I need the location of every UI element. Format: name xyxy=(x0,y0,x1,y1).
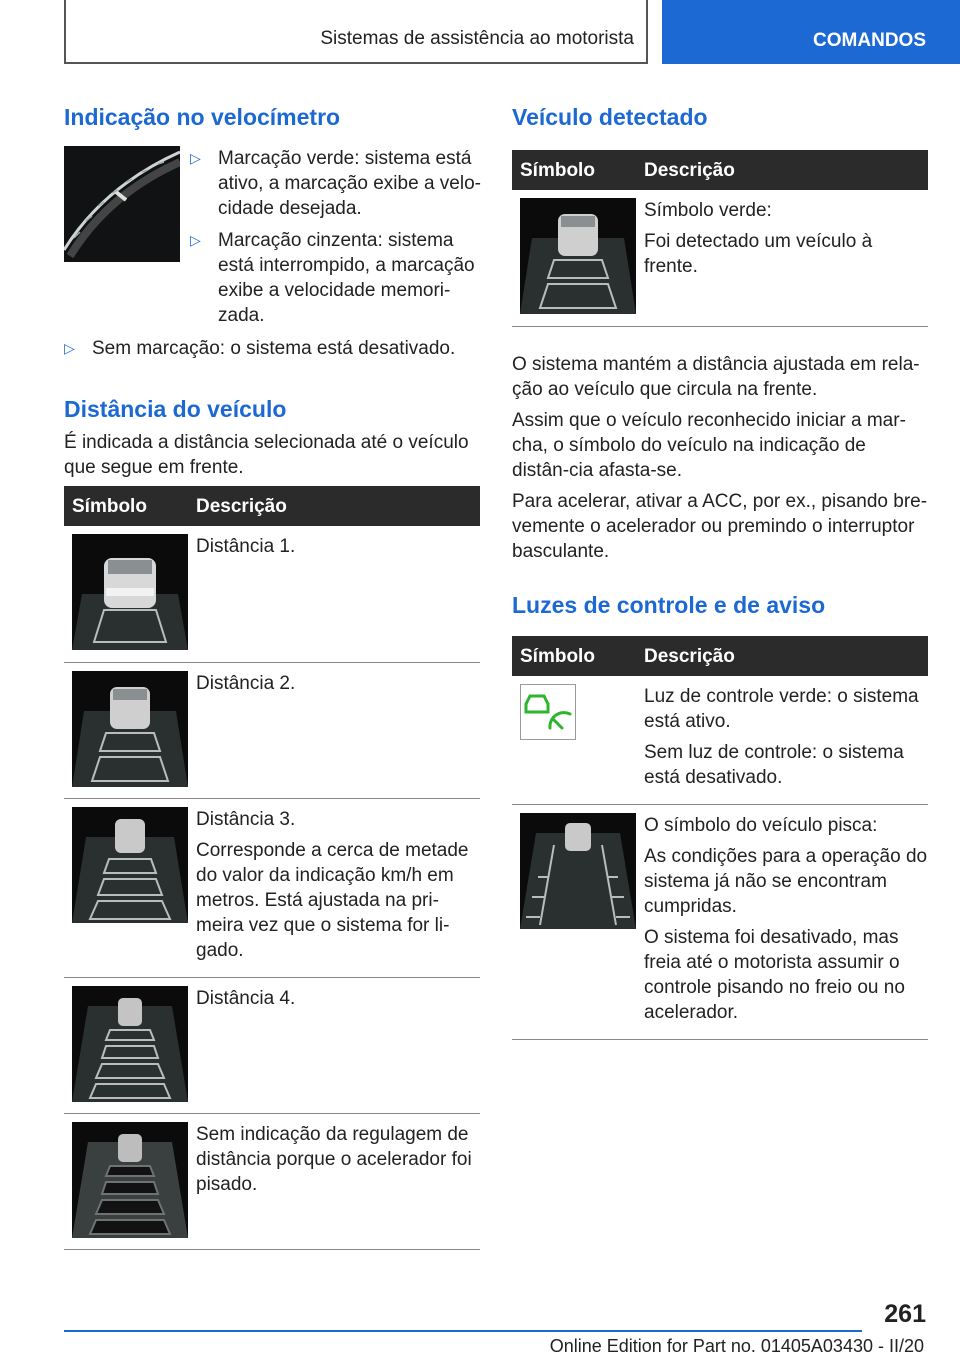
table-row xyxy=(64,526,480,662)
column-header-description: Descrição xyxy=(636,636,928,676)
row-text: Distância 4. xyxy=(196,987,296,1009)
heading-speedometer: Indicação no velocímetro xyxy=(64,104,341,130)
vehicle-detected-icon xyxy=(520,198,636,314)
table-row xyxy=(512,805,928,1040)
distance-2-icon xyxy=(72,671,188,787)
column-header-symbol: Símbolo xyxy=(64,486,188,526)
triangle-bullet-icon: ▷ xyxy=(190,232,201,248)
bullet-grey-marking: ▷ Marcação cinzenta: sistema está interrompido, a marcação exibe a velocidade memori-zada. xyxy=(190,230,475,326)
distance-intro: É indicada a distância selecionada até o veículo que segue em frente. xyxy=(64,432,469,478)
paragraph: O sistema mantém a distância ajustada em rela-ção ao veículo que circula na frente. xyxy=(512,354,920,400)
distance-4-icon xyxy=(72,986,188,1102)
table-row xyxy=(64,662,480,798)
detected-paragraphs xyxy=(512,352,928,570)
footer-edition: Online Edition for Part no. 01405A03430 - II/20 xyxy=(549,1336,924,1356)
column-header-symbol: Símbolo xyxy=(512,150,636,190)
row-text: O sistema foi desativado, mas freia até o motorista assumir o controle pisando no freio ou no acelerador. xyxy=(644,927,905,1023)
table-row xyxy=(64,798,480,977)
footer-divider xyxy=(64,1330,862,1332)
chapter-tab[interactable]: COMANDOS xyxy=(662,0,960,64)
bullet-green-marking: ▷ Marcação verde: sistema está ativo, a marcação exibe a velo-cidade desejada. xyxy=(190,148,481,219)
row-text: O símbolo do veículo pisca: xyxy=(644,815,878,836)
paragraph: Para acelerar, ativar a ACC, por ex., pisando bre-vemente o acelerador ou premindo o interruptor basculante. xyxy=(512,491,928,562)
column-header-description: Descrição xyxy=(636,150,928,190)
table-row xyxy=(64,977,480,1113)
vehicle-blinking-icon xyxy=(520,813,636,929)
detected-table xyxy=(512,150,928,327)
no-distance-icon xyxy=(72,1122,188,1238)
row-text: Corresponde a cerca de metade do valor da indicação km/h em metros. Está ajustada na pri-meira vez que o sistema for li-gado. xyxy=(196,839,469,961)
speedometer-image xyxy=(64,146,180,262)
distance-3-icon xyxy=(72,807,188,923)
lights-table xyxy=(512,636,928,1040)
column-header-symbol: Símbolo xyxy=(512,636,636,676)
section-title: Sistemas de assistência ao motorista xyxy=(320,28,634,49)
row-text: Sem luz de controle: o sistema está desativado. xyxy=(644,742,904,788)
heading-warning-lights: Luzes de controle e de aviso xyxy=(512,592,826,618)
row-text: As condições para a operação do sistema já não se encontram cumpridas. xyxy=(644,846,928,917)
heading-vehicle-distance: Distância do veículo xyxy=(64,396,287,422)
table-row xyxy=(512,190,928,326)
triangle-bullet-icon: ▷ xyxy=(64,340,75,356)
header-frame xyxy=(64,0,648,64)
row-text: Sem indicação da regulagem de distância porque o acelerador foi pisado. xyxy=(196,1123,472,1195)
page-number: 261 xyxy=(884,1300,926,1328)
distance-1-icon xyxy=(72,534,188,650)
row-text: Distância 2. xyxy=(196,672,296,694)
triangle-bullet-icon: ▷ xyxy=(190,150,201,166)
row-text: Foi detectado um veículo à frente. xyxy=(644,231,873,277)
row-text: Luz de controle verde: o sistema está ativo. xyxy=(644,686,919,732)
table-row xyxy=(512,676,928,805)
row-text: Distância 1. xyxy=(196,536,296,557)
paragraph: Assim que o veículo reconhecido iniciar a mar-cha, o símbolo do veículo na indicação de distân-cia afasta-se. xyxy=(512,410,906,481)
heading-vehicle-detected: Veículo detectado xyxy=(512,104,708,130)
column-header-description: Descrição xyxy=(188,486,480,526)
row-text: Distância 3. xyxy=(196,808,296,830)
acc-green-indicator-icon xyxy=(520,684,576,740)
table-row xyxy=(64,1113,480,1249)
distance-table xyxy=(64,486,480,1250)
bullet-no-marking: ▷ Sem marcação: o sistema está desativado. xyxy=(64,338,456,359)
row-text: Símbolo verde: xyxy=(644,200,772,221)
